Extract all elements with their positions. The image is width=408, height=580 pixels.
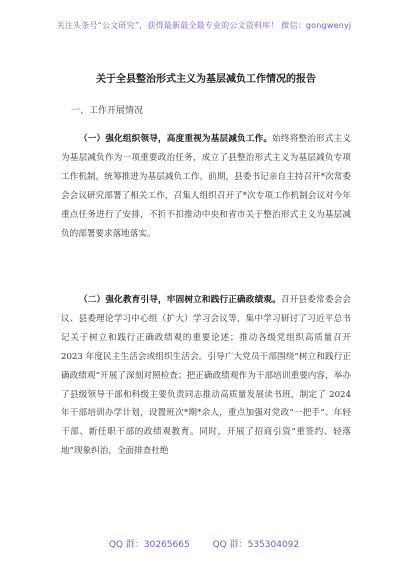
paragraph-body: 始终将整治形式主义为基层减负作为一项重要政治任务，成立了县整治形式主义为基层减负专项工作机制，统筹推进为基层减负工作。前期，县委书记亲自主持召开*次常委会会议研究部署了相关工作，召集人组织召开了*次专项工作机制会议对今年重点任务进行了安排，不折不扣推动中央和省市关于整治形式主义为基层减负的部署要求落地落实。: [61, 134, 351, 239]
qq-group-1: QQ 群：30265665: [108, 540, 190, 550]
header-banner: 关注头条号“公文研究”，获得最新最全最专业的公文资料库！ 微信：gongwenyj: [56, 21, 352, 30]
qq-group-2: QQ 群：535304092: [212, 540, 300, 550]
footer: [0, 537, 408, 550]
paragraph-1: [61, 130, 351, 243]
paragraph-lead: （一）强化组织领导，高度重视为基层减负工作。: [79, 134, 273, 144]
document-title: 关于全县整治形式主义为基层减负工作情况的报告: [96, 74, 316, 85]
paragraph-2: [61, 291, 351, 461]
paragraph-body: 召开县委常委会会议、县委理论学习中心组（扩大）学习会议等，集中学习研讨了习近平总书记关于树立和践行正确政绩观的重要论述；推动各级党组织高质量召开 2023 年度民主生活会或组织生活会。引导广大党员干部围绕“树立和践行正确政绩观”开展了深刻对照检查；把正确政绩观作为干部培训重要内容，举办了县级领导干部和科级主要负责同志推动高质量发展读书班，制定了 2024 年干部培训办学计划，设置班次*期*余人，重点加强对党政“一把手”、年轻干部、新任职干部的政绩观教育。同时，开展了招商引资“重签约、轻落地”现象纠治，全面排查杜绝: [61, 295, 351, 457]
paragraph-lead: （二）强化教育引导，牢固树立和践行正确政绩观。: [79, 295, 281, 305]
section-heading: 一、工作开展情况: [71, 106, 144, 116]
